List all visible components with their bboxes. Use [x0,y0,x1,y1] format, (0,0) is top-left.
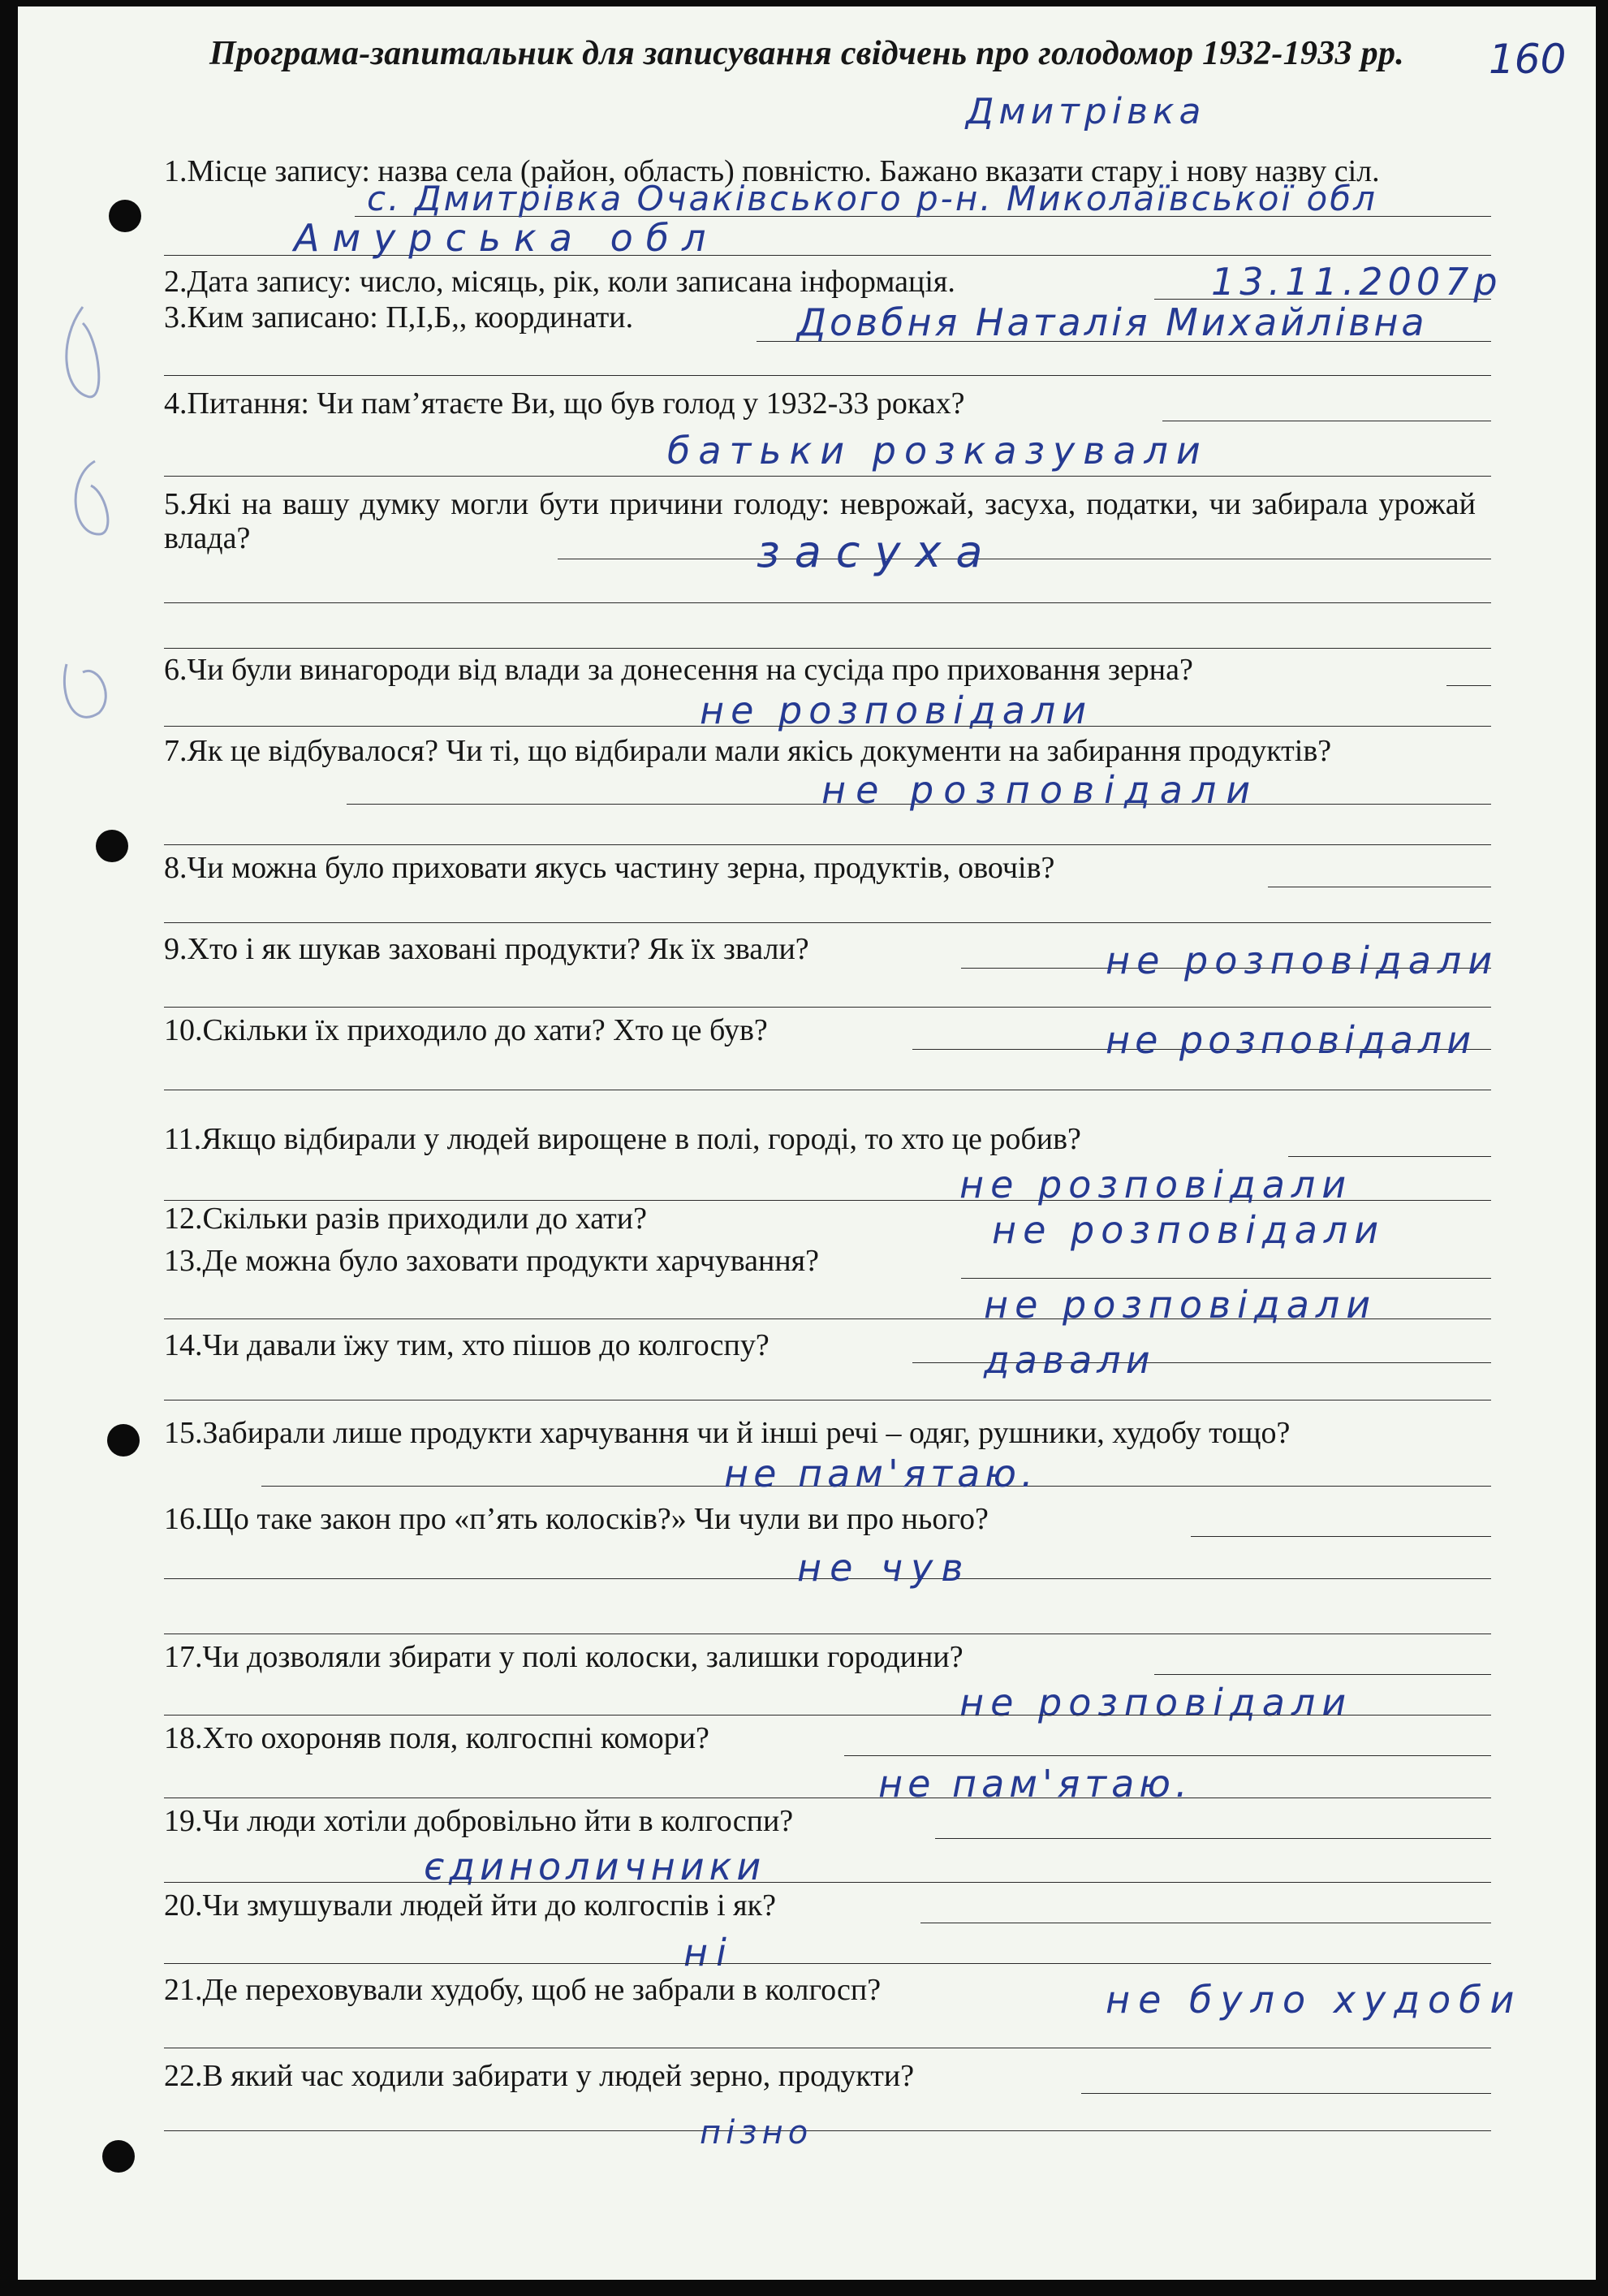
answer-line [1446,685,1491,686]
question-7: 7.Як це відбувалося? Чи ті, що відбирали мали якісь документи на забирання продуктів? [164,734,1332,768]
question-9: 9.Хто і як шукав заховані продукти? Як їх звали? [164,932,809,966]
answer-21: не було худоби [1106,1978,1523,2022]
answer-line [164,726,1491,727]
answer-16: не чув [797,1546,972,1590]
answer-line [164,844,1491,845]
answer-line [164,1963,1491,1964]
question-10: 10.Скільки їх приходило до хати? Хто це був? [164,1013,768,1047]
answer-line [1154,1674,1491,1675]
question-6: 6.Чи були винагороди від влади за донесення на сусіда про приховання зерна? [164,653,1193,687]
answer-11: не розповідали [959,1163,1353,1206]
answer-9: не розповідали [1106,939,1499,982]
answer-3-recorder: Довбня Наталія Михайлівна [797,300,1428,344]
answer-12: не розповідали [992,1208,1386,1252]
answer-5: засуха [757,526,998,577]
answer-line [164,1715,1491,1716]
question-15: 15.Забирали лише продукти харчування чи й інші речі – одяг, рушники, худобу тощо? [164,1416,1291,1450]
answer-19: єдиноличники [424,1845,766,1888]
answer-line [1081,2093,1491,2094]
question-14: 14.Чи давали їжу тим, хто пішов до колгоспу? [164,1328,770,1362]
punch-hole [96,830,128,862]
answer-1-village: Дмитрівка [966,91,1206,132]
answer-line [164,2130,1491,2131]
question-5: 5.Які на вашу думку могли бути причини голоду: неврожай, засуха, податки, чи забирала урожай влада? [164,487,1476,555]
answer-line [164,1007,1491,1008]
answer-15: не пам'ятаю. [724,1452,1038,1495]
punch-hole [107,1424,140,1457]
question-3: 3.Ким записано: П,І,Б,, координати. [164,300,634,334]
question-21: 21.Де переховували худобу, щоб не забрали в колгосп? [164,1973,882,2007]
question-13: 13.Де можна було заховати продукти харчування? [164,1244,820,1278]
answer-line [164,1882,1491,1883]
question-8: 8.Чи можна було приховати якусь частину зерна, продуктів, овочів? [164,851,1055,885]
answer-line [164,922,1491,923]
document-title: Програма-запитальник для записування свідчень про голодомор 1932-1933 рр. [209,35,1405,72]
question-22: 22.В який час ходили забирати у людей зерно, продукти? [164,2059,915,2093]
answer-line [844,1755,1491,1756]
answer-1-line2: Амурська обл [294,216,719,260]
answer-line [164,476,1491,477]
question-12: 12.Скільки разів приходили до хати? [164,1202,647,1236]
question-17: 17.Чи дозволяли збирати у полі колоски, залишки городини? [164,1640,964,1674]
answer-18: не пам'ятаю. [878,1762,1192,1806]
questionnaire-page [18,6,1596,2280]
answer-2-date: 13.11.2007р [1211,260,1502,304]
answer-line [1191,1536,1491,1537]
answer-7: не розповідали [821,768,1261,812]
question-2: 2.Дата запису: число, місяць, рік, коли записана інформація. [164,265,955,299]
answer-14: давали [984,1338,1155,1382]
question-1: 1.Місце запису: назва села (район, область) повністю. Бажано вказати стару і нову назву сіл. [164,154,1380,188]
question-4: 4.Питання: Чи пам’ятаєте Ви, що був голод у 1932-33 роках? [164,386,965,421]
question-19: 19.Чи люди хотіли добровільно йти в колгоспи? [164,1804,794,1838]
punch-hole [109,200,141,232]
answer-6: не розповідали [700,688,1093,732]
question-11: 11.Якщо відбирали у людей вирощене в полі, городі, то хто це робив? [164,1122,1081,1156]
answer-17: не розповідали [959,1681,1353,1724]
question-20: 20.Чи змушували людей йти до колгоспів і як? [164,1888,776,1923]
answer-line [164,648,1491,649]
answer-20: ні [683,1931,735,1974]
answer-10: не розповідали [1106,1018,1477,1062]
question-16: 16.Що таке закон про «п’ять колосків?» Чи чули ви про нього? [164,1502,989,1536]
margin-pencil-mark [50,291,123,745]
answer-1-line1: с. Дмитрівка Очаківського р-н. Миколаївської обл [367,179,1377,218]
answer-13: не розповідали [984,1283,1377,1327]
punch-hole [102,2140,135,2173]
page-number: 160 [1489,36,1567,83]
answer-line [164,602,1491,603]
answer-line [1288,1156,1491,1157]
answer-line [935,1838,1491,1839]
answer-4: батьки розказували [667,429,1209,473]
answer-line [164,375,1491,376]
answer-22: пізно [700,2114,813,2151]
question-18: 18.Хто охороняв поля, колгоспні комори? [164,1721,709,1755]
answer-line [961,1278,1491,1279]
